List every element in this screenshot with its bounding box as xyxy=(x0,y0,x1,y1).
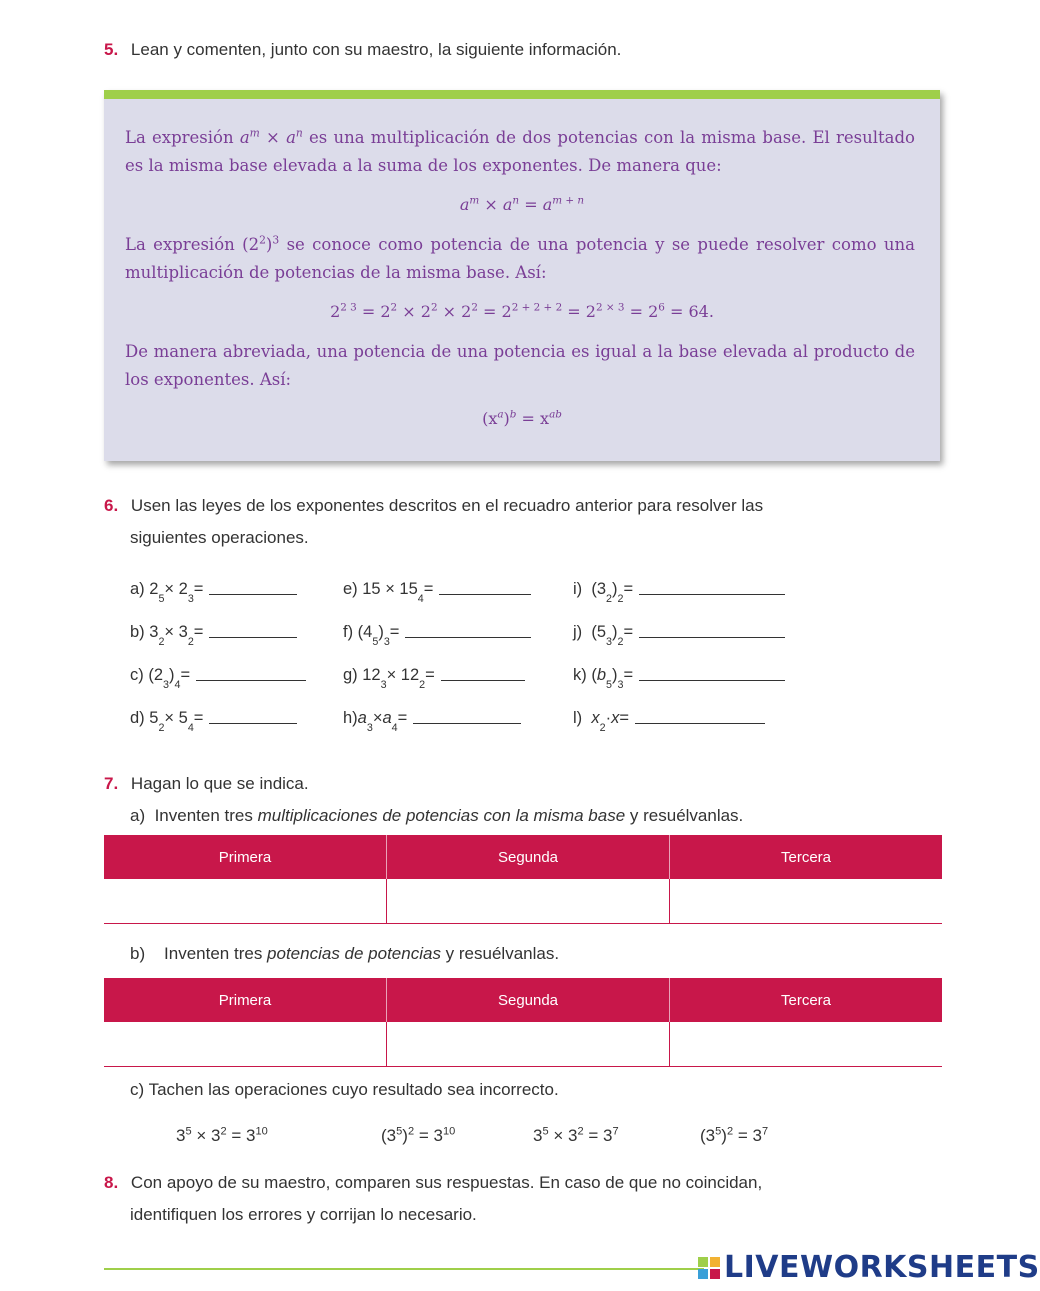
question-number: 8. xyxy=(104,1173,119,1192)
logo-icon xyxy=(698,1257,720,1279)
question-text-line-1: Usen las leyes de los exponentes descritos en el recuadro anterior para resolver las xyxy=(130,496,764,515)
exercise-c: c) (2 3 ) 4 = xyxy=(130,666,306,685)
question-5 xyxy=(104,34,621,66)
answer-cell[interactable] xyxy=(104,1022,387,1067)
info-box xyxy=(104,90,940,461)
info-paragraph-3: De manera abreviada, una potencia de una potencia es igual a la base elevada al producto de los exponentes. Así: xyxy=(125,342,915,389)
exercise-k: k) ( b 5 ) 3 = xyxy=(573,666,785,685)
exercise-h: h) a 3 × a 4 = xyxy=(343,709,521,728)
formula-product-rule: $a^m \times a^n = a^{m + n}$ xyxy=(459,194,585,214)
answer-blank[interactable] xyxy=(209,722,297,724)
answer-blank[interactable] xyxy=(639,593,785,595)
operation-4[interactable]: $(3^5)^2 = 3^7$ xyxy=(700,1125,769,1145)
answer-cell[interactable] xyxy=(387,879,670,924)
exercise-i: i) (3 2 ) 2 = xyxy=(573,580,785,599)
table-7b xyxy=(104,978,942,1067)
operation-1[interactable]: $3^5 \times 3^2 = 3^{10}$ xyxy=(176,1125,268,1145)
question-text: Hagan lo que se indica. xyxy=(130,774,309,793)
table-7a xyxy=(104,835,942,924)
exercise-a: a) 2 5 × 2 3 = xyxy=(130,580,297,599)
header-primera: Primera xyxy=(104,978,387,1022)
answer-blank[interactable] xyxy=(439,593,531,595)
answer-cell[interactable] xyxy=(104,879,387,924)
exercise-g: g) 12 3 × 12 2 = xyxy=(343,666,525,685)
question-number: 6. xyxy=(104,496,119,515)
header-primera: Primera xyxy=(104,835,387,879)
answer-cell[interactable] xyxy=(670,879,943,924)
footer-rule xyxy=(104,1268,704,1270)
question-7b: b) Inventen tres potencias de potencias y resuélvanlas. xyxy=(130,944,560,963)
operation-3[interactable]: $3^5 \times 3^2 = 3^7$ xyxy=(533,1125,619,1145)
question-text-line-2: identifiquen los errores y corrijan lo necesario. xyxy=(130,1205,477,1224)
exercise-l: l) x 2 · x = xyxy=(573,709,765,728)
info-paragraph-2: La expresión $(2^2)^3$ se conoce como potencia de una potencia y se puede resolver como una multiplicación de potencias de la misma base. Así: xyxy=(125,233,916,282)
answer-blank[interactable] xyxy=(196,679,306,681)
header-tercera: Tercera xyxy=(670,978,943,1022)
answer-blank[interactable] xyxy=(639,679,785,681)
question-text: Lean y comenten, junto con su maestro, la siguiente información. xyxy=(130,40,622,59)
question-7a: a) Inventen tres multiplicaciones de potencias con la misma base y resuélvanlas. xyxy=(130,806,744,825)
question-text-line-2: siguientes operaciones. xyxy=(130,528,309,547)
info-paragraph-1: La expresión $a^m \times a^n$ es una multiplicación de dos potencias con la misma base. El resultado es la misma base elevada a la suma de los exponentes. De manera que: xyxy=(125,126,915,175)
answer-blank[interactable] xyxy=(635,722,765,724)
exercise-j: j) (5 3 ) 2 = xyxy=(573,623,785,642)
answer-blank[interactable] xyxy=(405,636,531,638)
exercise-d: d) 5 2 × 5 4 = xyxy=(130,709,297,728)
answer-blank[interactable] xyxy=(639,636,785,638)
question-number: 5. xyxy=(104,40,119,59)
answer-blank[interactable] xyxy=(209,636,297,638)
header-segunda: Segunda xyxy=(387,835,670,879)
header-segunda: Segunda xyxy=(387,978,670,1022)
formula-power-rule: $(x^a)^b = x^{ab}$ xyxy=(482,408,562,428)
question-6 xyxy=(104,490,824,554)
operation-2[interactable]: $(3^5)^2 = 3^{10}$ xyxy=(381,1125,456,1145)
exercise-f: f) (4 5 ) 3 = xyxy=(343,623,531,642)
question-8 xyxy=(104,1167,864,1231)
question-7c: c) Tachen las operaciones cuyo resultado sea incorrecto. xyxy=(130,1080,559,1099)
answer-blank[interactable] xyxy=(441,679,525,681)
question-text-line-1: Con apoyo de su maestro, comparen sus respuestas. En caso de que no coincidan, xyxy=(130,1173,763,1192)
formula-power-example: $2^{2 3} = 2^2 \times 2^2 \times 2^2 = 2^{2 + 2 + 2} = 2^{2 \times 3} = 2^6 = 64$. xyxy=(330,301,714,321)
answer-cell[interactable] xyxy=(670,1022,943,1067)
question-7 xyxy=(104,768,309,800)
exercise-e: e) 15 × 15 4 = xyxy=(343,580,531,599)
answer-blank[interactable] xyxy=(413,722,521,724)
question-number: 7. xyxy=(104,774,119,793)
liveworksheets-logo: LIVEWORKSHEETS xyxy=(698,1250,1040,1285)
exercise-b: b) 3 2 × 3 2 = xyxy=(130,623,297,642)
header-tercera: Tercera xyxy=(670,835,943,879)
answer-blank[interactable] xyxy=(209,593,297,595)
answer-cell[interactable] xyxy=(387,1022,670,1067)
